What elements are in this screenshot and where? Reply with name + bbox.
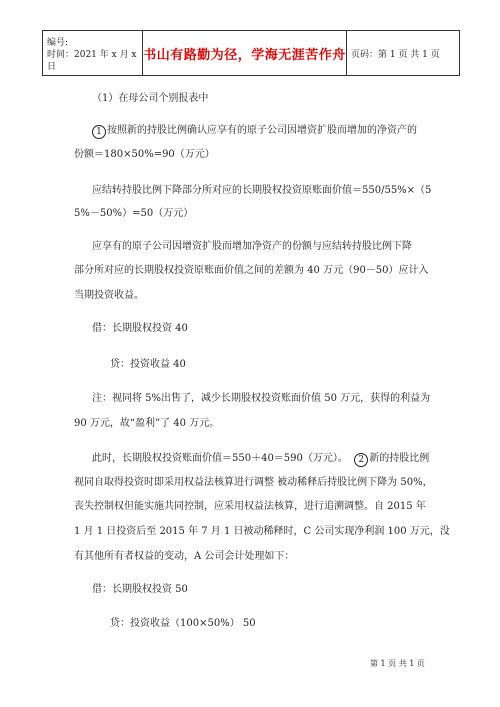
- note-line: 注：视同将 5%出售了，减少长期股权投资账面价值 50 万元，获得的利益为: [92, 393, 431, 404]
- journal-credit: 贷：投资收益（100×50%） 50: [110, 618, 256, 629]
- paragraph-line: 1 月 1 日投资后至 2015 年 7 月 1 日被动稀释时，C 公司实现净利润 100 万元，没: [74, 526, 450, 537]
- number-label: 编号:: [47, 38, 69, 48]
- journal-debit: 借：长期股权投资 40: [92, 323, 188, 334]
- page-footer: 第 1 页 共 1 页: [370, 659, 425, 668]
- paragraph-line: 部分所对应的长期股权投资原账面价值之间的差额为 40 万元（90－50）应计入: [74, 265, 429, 276]
- paragraph-line: 1 按照新的持股比例确认应享有的原子公司因增资扩股而增加的净资产的: [92, 124, 417, 139]
- paragraph-line: 5%－50%）=50（万元）: [74, 208, 194, 219]
- journal-debit: 借：长期股权投资 50: [92, 584, 188, 595]
- header-page-info: 页码：第 1 页 共 1 页: [351, 49, 440, 60]
- paragraph-line: 有其他所有者权益的变动，A 公司会计处理如下：: [74, 551, 295, 562]
- note-line: 90 万元，故“盈利”了 40 万元。: [74, 418, 220, 429]
- paragraph-line: 份额＝180×50%=90（万元）: [74, 149, 215, 160]
- circled-number-2: 2: [354, 453, 368, 467]
- page-header: [42, 30, 460, 76]
- paragraph-line: 视同自取得投资时即采用权益法核算进行调整 被动稀释后持股比例下降为 50%，: [74, 477, 433, 488]
- header-motto-cell: [143, 31, 347, 75]
- paragraph-line: 丧失控制权但能实施共同控制，应采用权益法核算，进行追溯调整。自 2015 年: [74, 501, 426, 512]
- circled-number-1: 1: [92, 125, 106, 139]
- paragraph-line: 当期投资收益。: [74, 290, 144, 301]
- motto: 书山有路勤为径，学海无涯苦作舟: [143, 47, 346, 63]
- header-meta: [43, 31, 143, 75]
- time-label: 时间：2021 年 x 月 x 日: [47, 50, 137, 72]
- paragraph-line: 应享有的原子公司因增资扩股而增加净资产的份额与应结转持股比例下降: [92, 241, 412, 252]
- section-heading: （1）在母公司个别报表中: [92, 93, 209, 104]
- journal-credit: 贷：投资收益 40: [110, 359, 186, 370]
- paragraph-line: 应结转持股比例下降部分所对应的长期股权投资原账面价值＝550/55%×（5: [92, 185, 432, 196]
- paragraph-line: 此时，长期股权投资账面价值＝550＋40＝590（万元）。 2 新的持股比例: [92, 453, 430, 465]
